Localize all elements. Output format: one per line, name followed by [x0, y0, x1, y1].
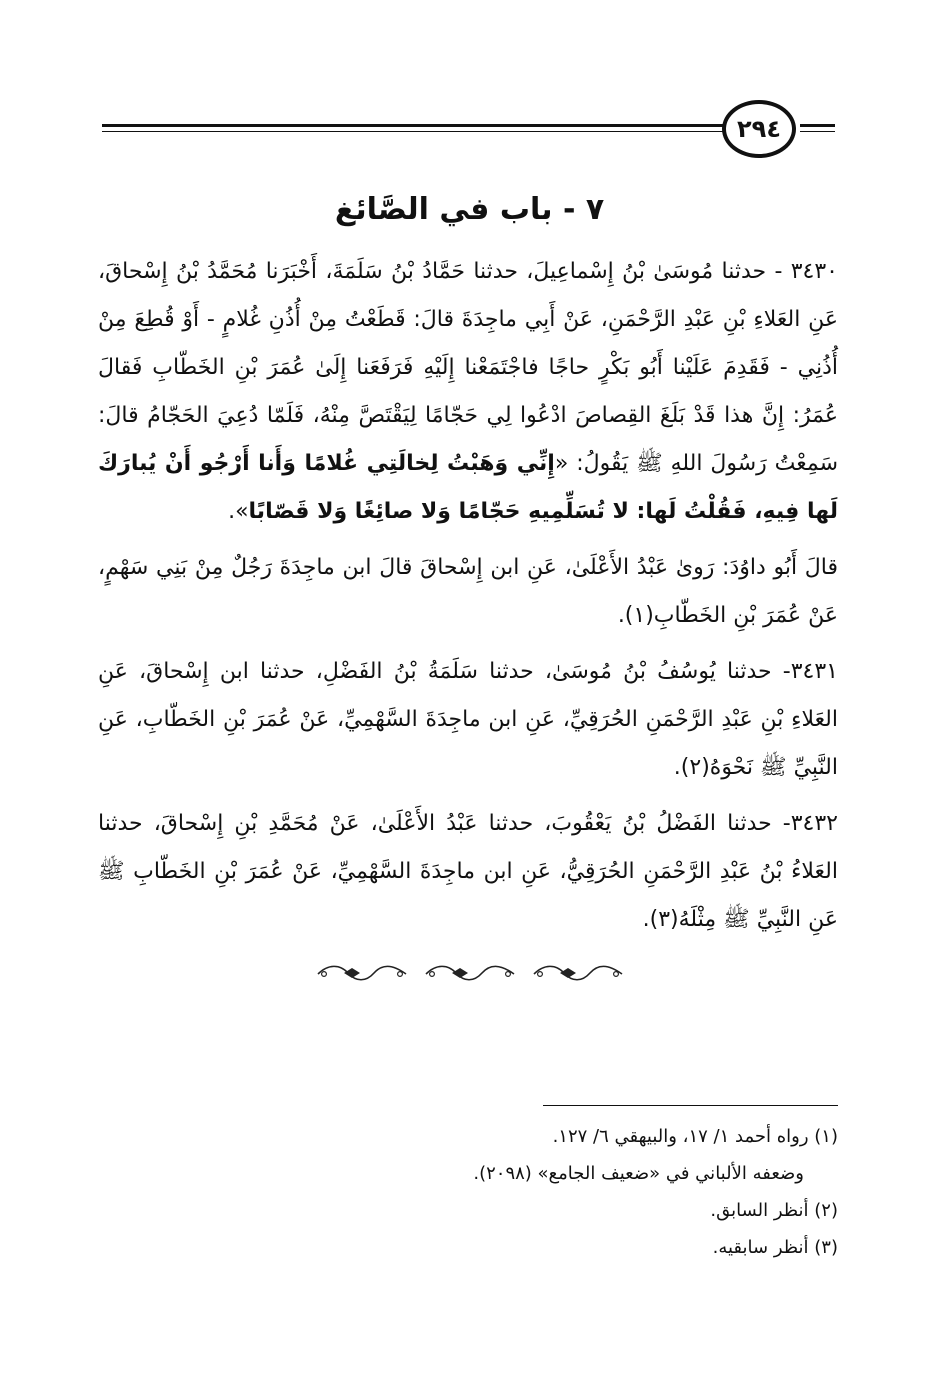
hadith-3431: ٣٤٣١- حدثنا يُوسُفُ بْنُ مُوسَىٰ، حدثنا سَلَمَةُ بْنُ الفَضْلِ، حدثنا ابن إِسْحاقَ، عَنِ العَلاءِ بْنِ عَبْدِ الرَّحْمَنِ الحُرَقِيِّ، عَنِ ابن ماجِدَةَ السَّهْمِيِّ، عَنْ عُمَرَ بْنِ الخَطّابِ، عَنِ النَّبِيِّ ﷺ نَحْوَهُ(٢). [98, 659, 838, 780]
ornament-flourish-icon [314, 962, 410, 984]
hadith-3430 [98, 248, 838, 536]
hadith-3430-text: ٣٤٣٠ - حدثنا مُوسَىٰ بْنُ إِسْماعِيلَ، حدثنا حَمَّادُ بْنُ سَلَمَةَ، أَخْبَرَنا مُحَمَّدُ بْنُ إِسْحاقَ، عَنِ العَلاءِ بْنِ عَبْدِ الرَّحْمَنِ، عَنْ أَبِي ماجِدَةَ قالَ: قَطَعْتُ مِنْ أُذُنِ غُلامٍ - أَوْ قُطِعَ مِنْ أُذُنِي - فَقَدِمَ عَلَيْنا أَبُو بَكْرٍ حاجًا فاجْتَمَعْنا إِلَيْهِ فَرَفَعَنا إِلَىٰ عُمَرَ بْنِ الخَطّابِ فَقالَ عُمَرُ: إِنَّ هذا قَدْ بَلَغَ القِصاصَ ادْعُوا لِي حَجّامًا لِيَقْتَصَّ مِنْهُ، فَلَمّا دُعِيَ الحَجّامُ قالَ: سَمِعْتُ رَسُولَ اللهِ ﷺ يَقُولُ: « [98, 259, 839, 476]
hadith-3432: ٣٤٣٢- حدثنا الفَضْلُ بْنُ يَعْقُوبَ، حدثنا عَبْدُ الأَعْلَىٰ، عَنْ مُحَمَّدِ بْنِ إِسْحاقَ، حدثنا العَلاءُ بْنُ عَبْدِ الرَّحْمَنِ الحُرَقِيُّ، عَنِ ابن ماجِدَةَ السَّهْمِيِّ، عَنْ عُمَرَ بْنِ الخَطّابِ ﷺ عَنِ النَّبِيِّ ﷺ مِثْلَهُ(٣). [98, 811, 838, 932]
ornament-flourish-icon [530, 962, 626, 984]
footnote-2: (٢) أنظر السابق. [710, 1200, 838, 1221]
hadith-3430-end: ». [228, 499, 249, 524]
header-rule-right-thick [800, 124, 835, 127]
header-rule-thin [102, 131, 750, 132]
chapter-title: ٧ - باب في الصَّائغ [334, 192, 605, 227]
header-rule-right-thin [800, 131, 835, 132]
footnote-1-continued: وضعفه الألباني في «ضعيف الجامع» (٢٠٩٨). [473, 1163, 804, 1184]
footnotes [98, 1118, 838, 1266]
footnote-rule [543, 1105, 838, 1106]
body-text [98, 248, 838, 952]
hadith-3430-prophetic-quote: إِنِّي وَهَبْتُ لِخالَتِي غُلامًا وَأَنا أَرْجُو أَنْ يُبارَكَ لَها فِيهِ، فَقُلْتُ لَها: لا تُسَلِّمِيهِ حَجّامًا وَلا صائِغًا وَلا قَصّابًا [98, 451, 838, 524]
abu-dawud-note: قالَ أَبُو داوُدَ: رَوىٰ عَبْدُ الأَعْلَىٰ، عَنِ ابن إِسْحاقَ قالَ ابن ماجِدَةَ رَجُلٌ مِنْ بَنِي سَهْمٍ، عَنْ عُمَرَ بْنِ الخَطّابِ(١). [98, 555, 838, 628]
section-ornament [0, 962, 939, 984]
footnote-1: (١) رواه أحمد ١/ ١٧، والبيهقي ٦/ ١٢٧. [552, 1126, 838, 1147]
page-number: ٢٩٤ [722, 100, 796, 158]
footnote-3: (٣) أنظر سابقيه. [712, 1237, 838, 1258]
header-rule-thick [102, 124, 750, 127]
ornament-flourish-icon [422, 962, 518, 984]
